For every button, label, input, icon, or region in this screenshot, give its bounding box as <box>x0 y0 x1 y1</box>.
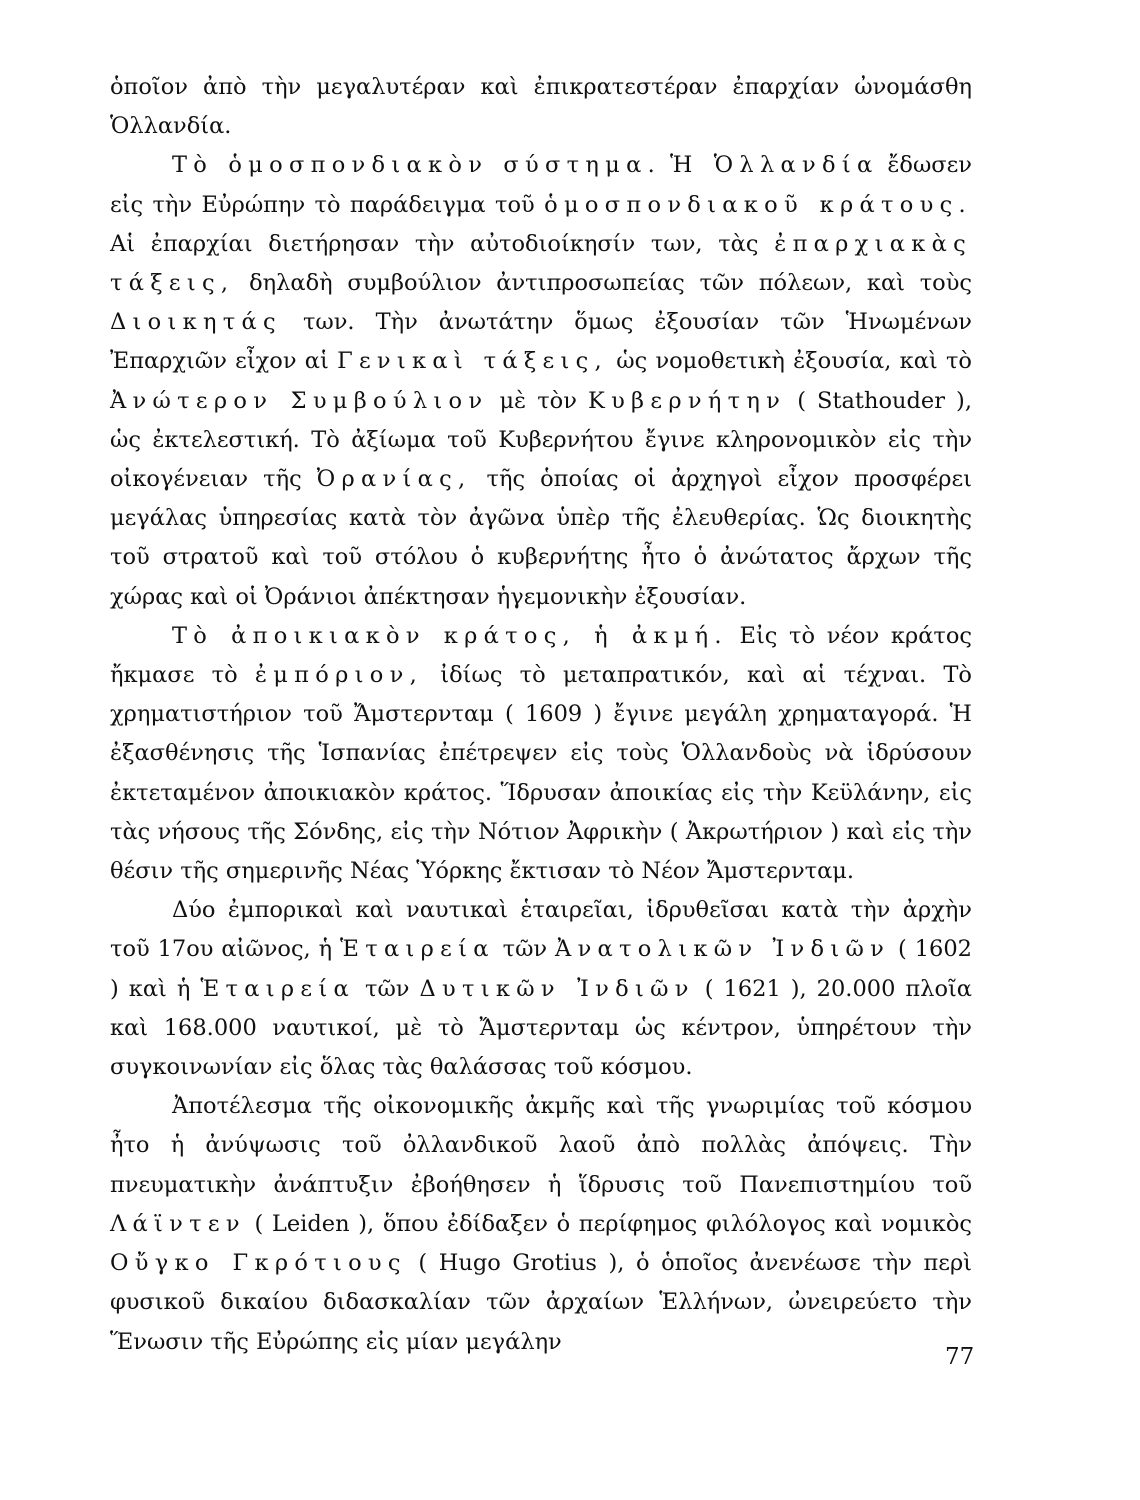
body-text: ( 1602 ) καὶ ἡ <box>110 936 972 1002</box>
body-text: Δύο ἐμπορικαὶ καὶ ναυτικαὶ ἑταιρεῖαι, ἱδρυθεῖσαι κατὰ τὴν ἀρχὴν τοῦ 17ου αἰῶνος, ἡ <box>110 897 972 963</box>
body-text: τῶν <box>494 936 556 963</box>
spaced-emphasis-text: Ὀρανίας, <box>316 466 472 493</box>
spaced-emphasis-text: Λάϊντεν <box>110 1210 246 1237</box>
spaced-emphasis-text: ἐμπόριον, <box>254 662 424 689</box>
paragraph-federal-system <box>110 146 972 616</box>
spaced-emphasis-text: Γενικαὶ τάξεις, <box>337 348 608 375</box>
body-text: δηλαδὴ συμβούλιον ἀντιπροσωπείας τῶν πόλεων, καὶ τοὺς <box>234 270 972 297</box>
body-text: μὲ τὸν <box>488 387 588 414</box>
body-text: ὡς νομοθετικὴ ἐξουσία, καὶ τὸ <box>607 348 972 375</box>
paragraph-colonial-state <box>110 617 972 891</box>
body-text: ( Leiden ), ὅπου ἐδίδαξεν ὁ περίφημος φιλόλογος καὶ νομικὸς <box>245 1210 972 1237</box>
spaced-emphasis-text: Κυβερνήτην <box>587 387 787 414</box>
spaced-emphasis-text: Ἑταιρεία <box>200 975 356 1002</box>
spaced-emphasis-text: Τὸ ὁμοσπονδιακὸν σύστημα. <box>172 152 662 179</box>
spaced-emphasis-text: Τὸ ἀποικιακὸν κράτος, ἡ ἀκμή. <box>172 622 728 649</box>
spaced-emphasis-text: ἐπαρχιακὰς τάξεις, <box>110 230 972 297</box>
spaced-emphasis-text: Ἑταιρεία <box>340 936 495 963</box>
body-text: ὁποῖον ἀπὸ τὴν μεγαλυτέραν καὶ ἐπικρατεστέραν ἐπαρχίαν ὠνομάσθη Ὁλλανδία. <box>110 74 972 140</box>
body-text: ( Hugo Grotius ), ὁ ὁποῖος ἀνενέωσε τὴν περὶ φυσικοῦ δικαίου διδασκαλίαν τῶν ἀρχαίων Ἑλλήνων, ὠνειρεύετο τὴν Ἕνωσιν τῆς Εὐρώπης εἰς μίαν μεγάλην <box>110 1250 972 1355</box>
body-text: τῶν <box>355 975 420 1002</box>
body-text: τῆς ὁποίας οἱ ἀρχηγοὶ εἶχον προσφέρει μεγάλας ὑπηρεσίας κατὰ τὸν ἀγῶνα ὑπὲρ τῆς ἐλευθερίας. Ὡς διοικητὴς τοῦ στρατοῦ καὶ τοῦ στόλου ὁ κυβερνήτης ἦτο ὁ ἀνώτατος ἄρχων τῆς χώρας καὶ οἱ Ὀράνιοι ἀπέκτησαν ἡγεμονικὴν ἐξουσίαν. <box>110 466 972 610</box>
body-text: ἔδωσεν εἰς τὴν Εὐρώπην τὸ παράδειγμα τοῦ <box>110 152 972 218</box>
paragraph-1 <box>110 68 972 146</box>
spaced-emphasis-text: Δυτικῶν Ἰνδιῶν <box>419 975 695 1002</box>
body-text: ( 1621 ), 20.000 πλοῖα καὶ 168.000 ναυτικοί, μὲ τὸ Ἄμστερνταμ ὡς κέντρον, ὑπηρέτουν τὴν συγκοινωνίαν εἰς ὅλας τὰς θαλάσσας τοῦ κόσμου. <box>110 975 973 1081</box>
spaced-emphasis-text: Ἀνώτερον Συμβούλιον <box>110 387 489 414</box>
paragraph-intellectual-rise <box>110 1087 972 1361</box>
body-text: Εἰς τὸ νέον κράτος ἤκμασε τὸ <box>110 622 972 689</box>
body-text: ἰδίως τὸ μεταπρατικόν, καὶ αἱ τέχναι. Τὸ χρηματιστήριον τοῦ Ἄμστερνταμ ( 1609 ) ἔγινε μεγάλη χρηματαγορά. Ἡ ἐξασθένησις τῆς Ἱσπανίας ἐπέτρεψεν εἰς τοὺς Ὁλλανδοὺς νὰ ἱδρύσουν ἐκτεταμένον ἀποικιακὸν κράτος. Ἵδρυσαν ἀποικίας εἰς τὴν Κεϋλάνην, εἰς τὰς νήσους τῆς Σόνδης, εἰς τὴν Νότιον Ἀφρικὴν ( Ἀκρωτήριον ) καὶ εἰς τὴν θέσιν τῆς σημερινῆς Νέας Ὑόρκης ἔκτισαν τὸ Νέον Ἄμστερνταμ. <box>110 662 972 885</box>
spaced-emphasis-text: Οὔγκο Γκρότιους <box>110 1250 407 1277</box>
paragraph-trading-companies <box>110 891 972 1087</box>
body-text <box>661 152 670 178</box>
body-text: Αἱ ἐπαρχίαι διετήρησαν τὴν αὐτοδιοίκησίν των, τὰς <box>110 230 775 257</box>
body-text: των. Τὴν ἀνωτάτην ὅμως ἐξουσίαν τῶν Ἡνωμένων Ἐπαρχιῶν εἶχον αἱ <box>110 309 972 375</box>
spaced-emphasis-text: Ἀνατολικῶν Ἰνδιῶν <box>555 936 891 963</box>
spaced-emphasis-text: Διοικητάς <box>110 309 282 336</box>
body-text: Ἀποτέλεσμα τῆς οἰκονομικῆς ἀκμῆς καὶ τῆς γνωριμίας τοῦ κόσμου ἦτο ἡ ἀνύψωσις τοῦ ὀλλανδικοῦ λαοῦ ἀπὸ πολλὰς ἀπόψεις. Τὴν πνευματικὴν ἀνάπτυξιν ἐβοήθησεν ἡ ἵδρυσις τοῦ Πανεπιστημίου τοῦ <box>110 1093 972 1198</box>
page-body <box>110 68 972 1362</box>
page-number: 77 <box>945 1344 975 1370</box>
body-text: ( Stathouder ), ὡς ἐκτελεστική. Τὸ ἀξίωμα τοῦ Κυβερνήτου ἔγινε κληρονομικὸν εἰς τὴν οἰκογένειαν τῆς <box>110 387 972 493</box>
spaced-emphasis-text: Ἡ Ὁλλανδία <box>669 152 879 179</box>
spaced-emphasis-text: ὁμοσπονδιακοῦ κράτους. <box>544 191 972 218</box>
